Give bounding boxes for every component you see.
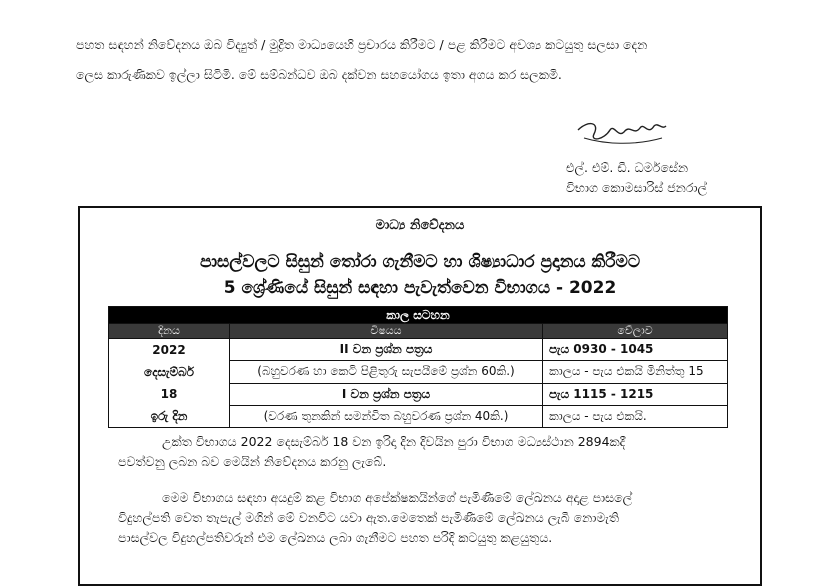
date-year: 2022 [152, 343, 186, 357]
paper1-desc: (වරණ තුනකින් සමන්විත බහුවරණ ප්‍රශ්න 40කි.) [230, 405, 543, 427]
notice-paragraph-2 [118, 488, 738, 548]
signatory-title: විභාග කොමසාරිස් ජනරාල් [566, 180, 708, 195]
notice-title-line-1: පාසල්වලට සිසුන් තෝරා ගැනීමට හා ශිෂ්‍යාධාර ප්‍රදානය කිරීමට [199, 252, 641, 272]
intro-line-1: පහත සඳහන් නිවේදනය ඔබ විද්‍යුත් / මුද්‍රිත මාධ්‍යයෙහි ප්‍රචාරය කිරීමට / පළ කිරීමට අවශ්‍ය කටයුතු සලසා දෙන [76, 37, 648, 52]
para2-line-3: පාසල්වල විදුහල්පතිවරුන් එම ලේඛනය ලබා ගැනීමට පහත පරිදි කටයුතු කළයුතුය. [118, 530, 553, 545]
paper2-duration: කාලය - පැය එකයි මිනිත්තු 15 [543, 361, 728, 383]
paper1-time: පැය 1115 - 1215 [543, 383, 728, 405]
paper2-time: පැය 0930 - 1045 [543, 339, 728, 361]
paper1-name: I වන ප්‍රශ්න පත්‍රය [230, 383, 543, 405]
date-month: දෙසැම්බර් [144, 365, 194, 379]
notice-title-line-2: 5 ශ්‍රේණියේ සිසුන් සඳහා පැවැත්වෙන විභාගය - 2022 [223, 278, 617, 298]
date-day: 18 [160, 387, 178, 401]
para1-line-1: උක්ත විභාගය 2022 දෙසැම්බර් 18 වන ඉරිදා දින දිවයින පුරා විභාග මධ්‍යස්ථාන 2894කදී [162, 434, 626, 449]
date-weekday: ඉරු දින [150, 409, 188, 423]
signature-block [566, 116, 786, 198]
notice-paragraph-1 [118, 432, 738, 472]
intro-line-2: ලෙස කාරුණිකව ඉල්ලා සිටිමි. මේ සම්බන්ධව ඔබ දක්වන සහයෝගය ඉතා අගය කර සලකමි. [76, 67, 562, 82]
col-date-header: දිනය [109, 324, 230, 339]
paper2-name: II වන ප්‍රශ්න පත්‍රය [230, 339, 543, 361]
signature-image [574, 116, 670, 154]
schedule-caption: කාල සටහන [109, 307, 728, 324]
exam-date-cell [109, 339, 230, 428]
paper1-duration: කාලය - පැය එකයි. [543, 405, 728, 427]
exam-schedule-table [108, 306, 728, 428]
media-notice-box [78, 206, 762, 586]
para1-line-2: පවත්වනු ලබන බව මෙයින් නිවේදනය කරනු ලැබේ. [118, 454, 387, 469]
para2-line-2: විදුහල්පති වෙත තැපැල් මගින් මේ වනවිට යවා ඇත.මෙතෙක් පැමිණීමේ ලේඛනය ලැබී නොමැති [118, 510, 620, 525]
para2-line-1: මෙම විභාගය සඳහා අයදුම් කළ විභාග අපේක්ෂකයින්ගේ පැමිණීමේ ලේඛනය අදාළ පාසලේ [162, 490, 633, 505]
signatory-name: එල්. එම්. ඩී. ධර්මසේන [566, 160, 689, 175]
paper2-desc: (බහුවරණ හා කෙටි පිළිතුරු සැපයීමේ ප්‍රශ්න 60කි.) [230, 361, 543, 383]
col-time-header: වේලාව [543, 324, 728, 339]
col-subject-header: විෂයය [230, 324, 543, 339]
notice-heading: මාධ්‍ය නිවේදනය [375, 218, 465, 233]
